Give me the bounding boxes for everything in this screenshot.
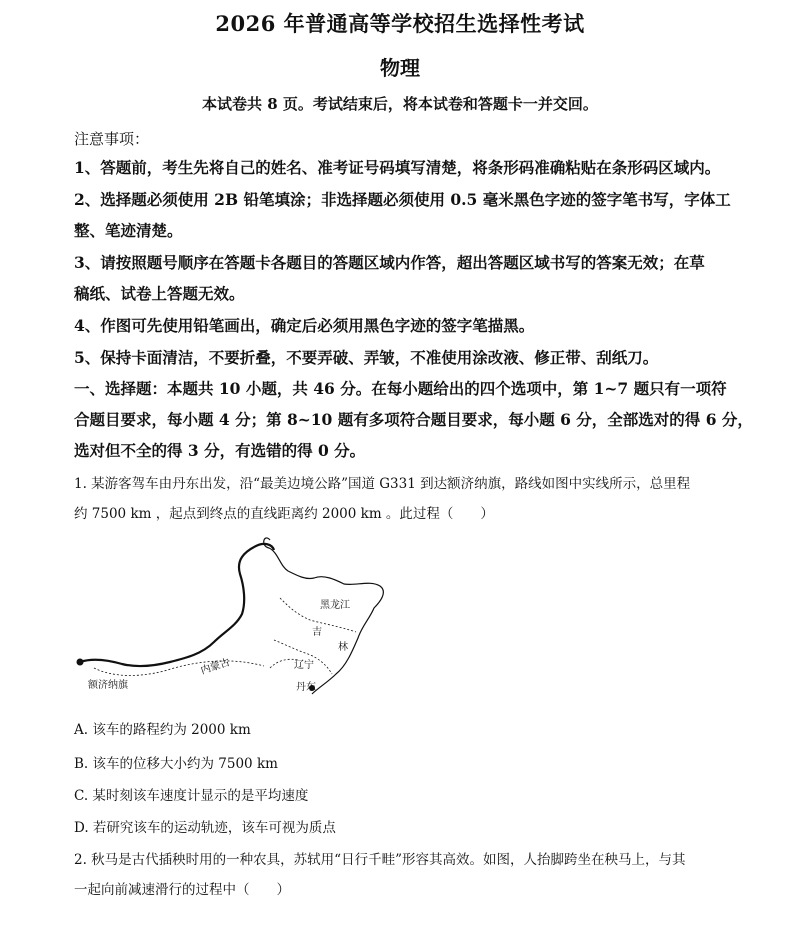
- label-neimenggu: 内蒙古: [199, 657, 232, 677]
- section-text: 选对但不全的得 3 分，有选错的得 0 分。: [74, 441, 366, 460]
- instruction-item: 稿纸、试卷上答题无效。: [74, 284, 245, 303]
- section-heading: 一、选择题：本题共 10 小题，共 46 分。在每小题给出的四个选项中，第 1~7 题只有一项符: [74, 379, 727, 398]
- option-b[interactable]: B. 该车的位移大小约为 7500 km: [74, 756, 278, 772]
- route-map: [74, 528, 404, 700]
- option-d[interactable]: D. 若研究该车的运动轨迹，该车可视为质点: [74, 820, 336, 836]
- border-line: [264, 538, 384, 694]
- option-a[interactable]: A. 该车的路程约为 2000 km: [74, 722, 251, 738]
- section-text: 合题目要求，每小题 4 分；第 8~10 题有多项符合题目要求，每小题 6 分，全部选对的得 6 分，: [74, 410, 753, 429]
- route-line: [80, 544, 274, 666]
- label-dandong: 丹东: [296, 682, 316, 693]
- instruction-item: 3、请按照题号顺序在答题卡各题目的答题区域内作答，超出答题区域书写的答案无效；在草: [74, 253, 705, 272]
- instruction-item: 整、笔迹清楚。: [74, 221, 183, 240]
- subject-title: 物理: [380, 56, 420, 80]
- question-1-stem: 约 7500 km ，起点到终点的直线距离约 2000 km 。此过程（ ）: [74, 506, 494, 522]
- question-2-stem: 一起向前减速滑行的过程中（ ）: [74, 882, 290, 898]
- label-liaoning: 辽宁: [294, 660, 314, 671]
- instruction-item: 5、保持卡面清洁，不要折叠，不要弄破、弄皱，不准使用涂改液、修正带、刮纸刀。: [74, 348, 659, 367]
- instruction-item: 4、作图可先使用铅笔画出，确定后必须用黑色字迹的签字笔描黑。: [74, 316, 535, 335]
- instruction-item: 2、选择题必须使用 2B 铅笔填涂；非选择题必须使用 0.5 毫米黑色字迹的签字笔书写，字体工: [74, 190, 731, 209]
- question-2-stem: 2. 秋马是古代插秧时用的一种农具，苏轼用“日行千畦”形容其高效。如图，人抬脚跨坐在秧马上，与其: [74, 852, 686, 868]
- exam-note: 本试卷共 8 页。考试结束后，将本试卷和答题卡一并交回。: [202, 95, 598, 113]
- option-c[interactable]: C. 某时刻该车速度计显示的是平均速度: [74, 788, 309, 804]
- instruction-item: 1、答题前，考生先将自己的姓名、准考证号码填写清楚，将条形码准确粘贴在条形码区域内。: [74, 158, 721, 177]
- question-1-stem: 1. 某游客驾车由丹东出发，沿“最美边境公路”国道 G331 到达额济纳旗，路线如图中实线所示，总里程: [74, 476, 691, 492]
- label-heilongjiang: 黑龙江: [320, 600, 350, 611]
- ejina-marker: [77, 659, 84, 666]
- instructions-heading: 注意事项：: [74, 130, 150, 148]
- label-ejina: 额济纳旗: [88, 680, 128, 691]
- exam-title: 2026 年普通高等学校招生选择性考试: [215, 11, 585, 36]
- label-jilin-2: 林: [338, 642, 348, 653]
- label-jilin-1: 吉: [312, 627, 322, 638]
